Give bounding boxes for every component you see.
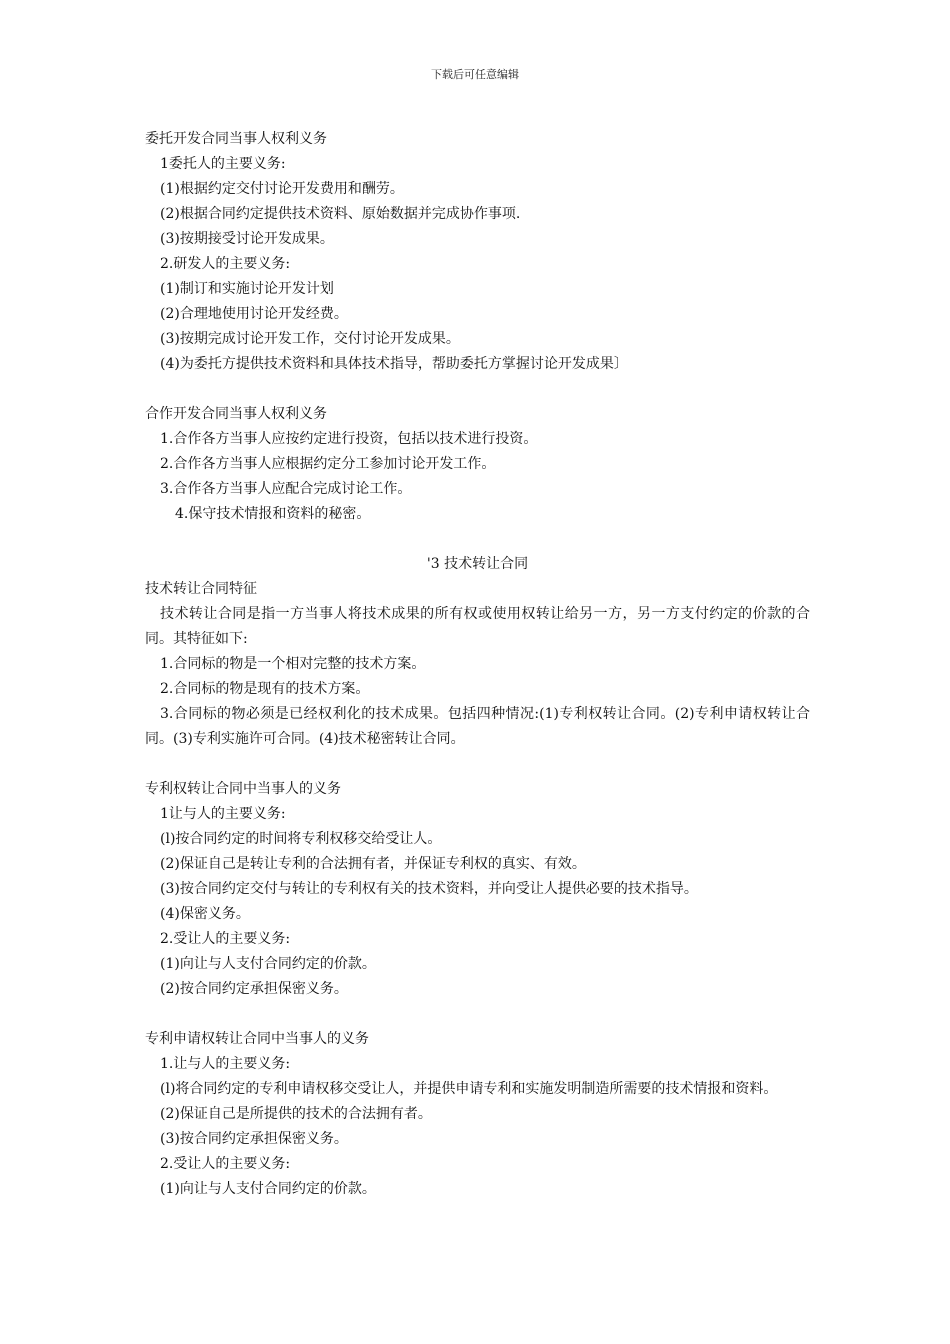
document-body — [145, 127, 810, 1202]
section-title: 专利权转让合同中当事人的义务 — [145, 781, 341, 797]
list-item: 2.合作各方当事人应根据约定分工参加讨论开发工作。 — [160, 456, 496, 472]
list-item: (1)向让与人支付合同约定的价款。 — [160, 1181, 376, 1197]
list-item: 1委托人的主要义务: — [160, 156, 286, 172]
section-title: 委托开发合同当事人权利义务 — [145, 131, 327, 147]
list-item: (3)按期完成讨论开发工作，交付讨论开发成果。 — [160, 331, 460, 347]
paragraph: (l)将合同约定的专利申请权移交受让人，并提供申请专利和实施发明制造所需要的技术情报和资料。 — [160, 1081, 778, 1097]
list-item: (3)按合同约定承担保密义务。 — [160, 1131, 348, 1147]
list-item: (l)按合同约定的时间将专利权移交给受让人。 — [160, 831, 442, 847]
list-item: (4)为委托方提供技术资料和具体技术指导，帮助委托方掌握讨论开发成果〕 — [160, 356, 628, 372]
list-item: 1.让与人的主要义务: — [160, 1056, 291, 1072]
list-item: (2)合理地使用讨论开发经费。 — [160, 306, 348, 322]
list-item: 2.受让人的主要义务: — [160, 931, 291, 947]
list-item: (2)按合同约定承担保密义务。 — [160, 981, 348, 997]
list-item: 2.合同标的物是现有的技术方案。 — [160, 681, 370, 697]
list-item: (3)按合同约定交付与转让的专利权有关的技术资料，并向受让人提供必要的技术指导。 — [160, 881, 698, 897]
list-item: 3.合作各方当事人应配合完成讨论工作。 — [160, 481, 412, 497]
list-item: 1.合同标的物是一个相对完整的技术方案。 — [160, 656, 426, 672]
section-title: 合作开发合同当事人权利义务 — [145, 406, 327, 422]
spacer — [145, 1002, 810, 1027]
spacer — [145, 752, 810, 777]
list-item: (1)向让与人支付合同约定的价款。 — [160, 956, 376, 972]
list-item: (2)保证自己是转让专利的合法拥有者，并保证专利权的真实、有效。 — [160, 856, 586, 872]
list-item: 2.受让人的主要义务: — [160, 1156, 291, 1172]
list-item: (1)根据约定交付讨论开发费用和酬劳。 — [160, 181, 404, 197]
list-item: 1.合作各方当事人应按约定进行投资，包括以技术进行投资。 — [160, 431, 538, 447]
list-item: (1)制订和实施讨论开发计划 — [160, 281, 334, 297]
section-title: 专利申请权转让合同中当事人的义务 — [145, 1031, 369, 1047]
list-item: 1让与人的主要义务: — [160, 806, 286, 822]
list-item: 4.保守技术情报和资料的秘密。 — [175, 506, 371, 522]
section-title: 技术转让合同特征 — [145, 581, 257, 597]
spacer — [145, 377, 810, 402]
list-item: (2)根据合同约定提供技术资料、原始数据并完成协作事项. — [160, 206, 521, 222]
spacer — [145, 527, 810, 552]
paragraph: 技术转让合同是指一方当事人将技术成果的所有权或使用权转让给另一方，另一方支付约定的价款的合同。其特征如下: — [145, 606, 810, 647]
page-header: 下载后可任意编辑 — [431, 68, 519, 81]
list-item: (3)按期接受讨论开发成果。 — [160, 231, 334, 247]
list-item: (2)保证自己是所提供的技术的合法拥有者。 — [160, 1106, 432, 1122]
list-item: 2.研发人的主要义务: — [160, 256, 291, 272]
paragraph: 3.合同标的物必须是已经权利化的技术成果。包括四种情况:(1)专利权转让合同。(2)专利申请权转让合同。(3)专利实施许可合同。(4)技术秘密转让合同。 — [145, 706, 810, 747]
chapter-heading: '3 技术转让合同 — [426, 556, 529, 572]
list-item: (4)保密义务。 — [160, 906, 250, 922]
